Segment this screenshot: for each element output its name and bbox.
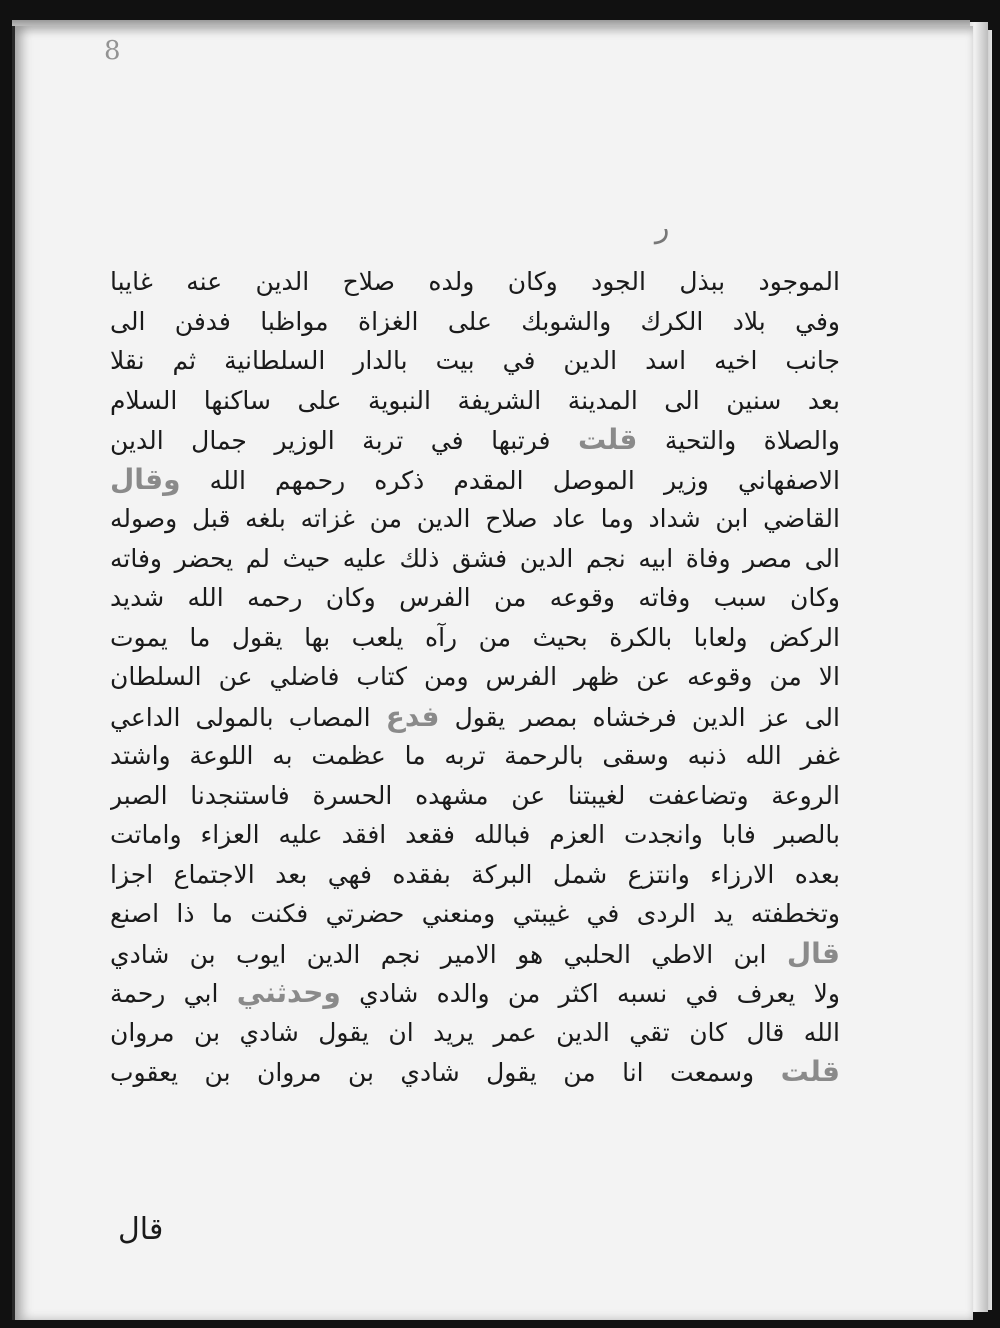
line-text: بعده الارزاء وانتزع شمل البركة بفقده فهي بعد الاجتماع اجزا [110, 859, 840, 889]
folio-number: 8 [104, 36, 121, 66]
line-text: الا من وقوعه عن ظهر الفرس ومن كتاب فاضلي عن السلطان [110, 662, 840, 691]
catchword: قال [118, 1212, 164, 1247]
line-text: غفر الله ذنبه وسقى بالرحمة تربه ما عظمت به اللوعة واشتد [110, 741, 840, 770]
text-line [110, 1013, 840, 1053]
text-line [110, 973, 840, 1013]
line-text: بالصبر فابا وانجدت العزم فبالله فقعد افقد عليه العزاء واماتت [110, 820, 840, 849]
line-text: وسمعت انا من يقول شادي بن مروان بن يعقوب [110, 1058, 755, 1087]
line-text: الركض ولعابا بالكرة بحيث من رآه يلعب بها يقول ما يموت [110, 622, 840, 652]
line-text: ولا يعرف في نسبه اكثر من والده شادي [359, 979, 840, 1008]
text-line [110, 657, 840, 697]
text-line [110, 1052, 840, 1092]
rubric-word: قلت [780, 1055, 840, 1088]
text-line [110, 855, 840, 895]
text-line [110, 736, 840, 776]
manuscript-text-block [110, 262, 840, 1092]
text-line [110, 262, 840, 302]
text-line [110, 539, 840, 579]
line-text-continued: ابي رحمة [110, 979, 219, 1008]
line-text: القاضي ابن شداد وما عاد صلاح الدين من غزاته بلغه قبل وصوله [110, 504, 840, 533]
rubric-word: فدع [385, 699, 440, 733]
text-line [110, 934, 840, 974]
line-text: الاصفهاني وزير الموصل المقدم ذكره رحمهم الله [209, 465, 840, 495]
line-text: الى عز الدين فرخشاه بمصر يقول [454, 702, 840, 732]
line-text: وكان سبب وفاته وقوعه من الفرس وكان رحمه الله شديد [110, 583, 840, 612]
rubric-word: وقال [110, 462, 181, 496]
line-text: الموجود ببذل الجود وكان ولده صلاح الدين عنه غايبا [110, 267, 840, 296]
line-text: وتخطفته يد الردى في غيبتي ومنعني حضرتي فكنت ما ذا اصنع [110, 899, 840, 928]
line-text-continued: المصاب بالمولى الداعي [110, 702, 371, 732]
rubric-word: قلت [577, 423, 638, 456]
text-line [110, 381, 840, 421]
line-text: الى مصر وفاة ابيه نجم الدين فشق ذلك عليه حيث لم يحضر وفاته [110, 543, 840, 573]
text-line [110, 499, 840, 539]
text-line [110, 815, 840, 855]
line-text: الله قال كان تقي الدين عمر يريد ان يقول شادي بن مروان [110, 1017, 840, 1047]
rubric-word: وحدثني [236, 976, 341, 1009]
line-text: جانب اخيه اسد الدين في بيت بالدار السلطانية ثم نقلا [110, 346, 840, 375]
text-line [110, 341, 840, 381]
text-line [110, 697, 840, 737]
text-line [110, 460, 840, 500]
text-line [110, 578, 840, 618]
text-line [110, 302, 840, 342]
rubric-word: قال [786, 936, 840, 970]
line-text: بعد سنين الى المدينة الشريفة النبوية على ساكنها السلام [110, 385, 840, 415]
text-line [110, 776, 840, 816]
line-text: الروعة وتضاعفت لغيبتنا عن مشهده الحسرة فاستنجدنا الصبر [110, 780, 840, 810]
text-line [110, 420, 840, 460]
line-text: ابن الاطي الحلبي هو الامير نجم الدين ايوب بن شادي [110, 939, 767, 969]
line-text: وفي بلاد الكرك والشوبك على الغزاة مواظبا فدفن الى [110, 306, 840, 336]
line-text: والصلاة والتحية [664, 426, 840, 455]
text-line [110, 618, 840, 658]
text-line [110, 894, 840, 934]
ink-mark: ر [655, 210, 670, 245]
line-text-continued: فرتبها في تربة الوزير جمال الدين [110, 426, 551, 455]
